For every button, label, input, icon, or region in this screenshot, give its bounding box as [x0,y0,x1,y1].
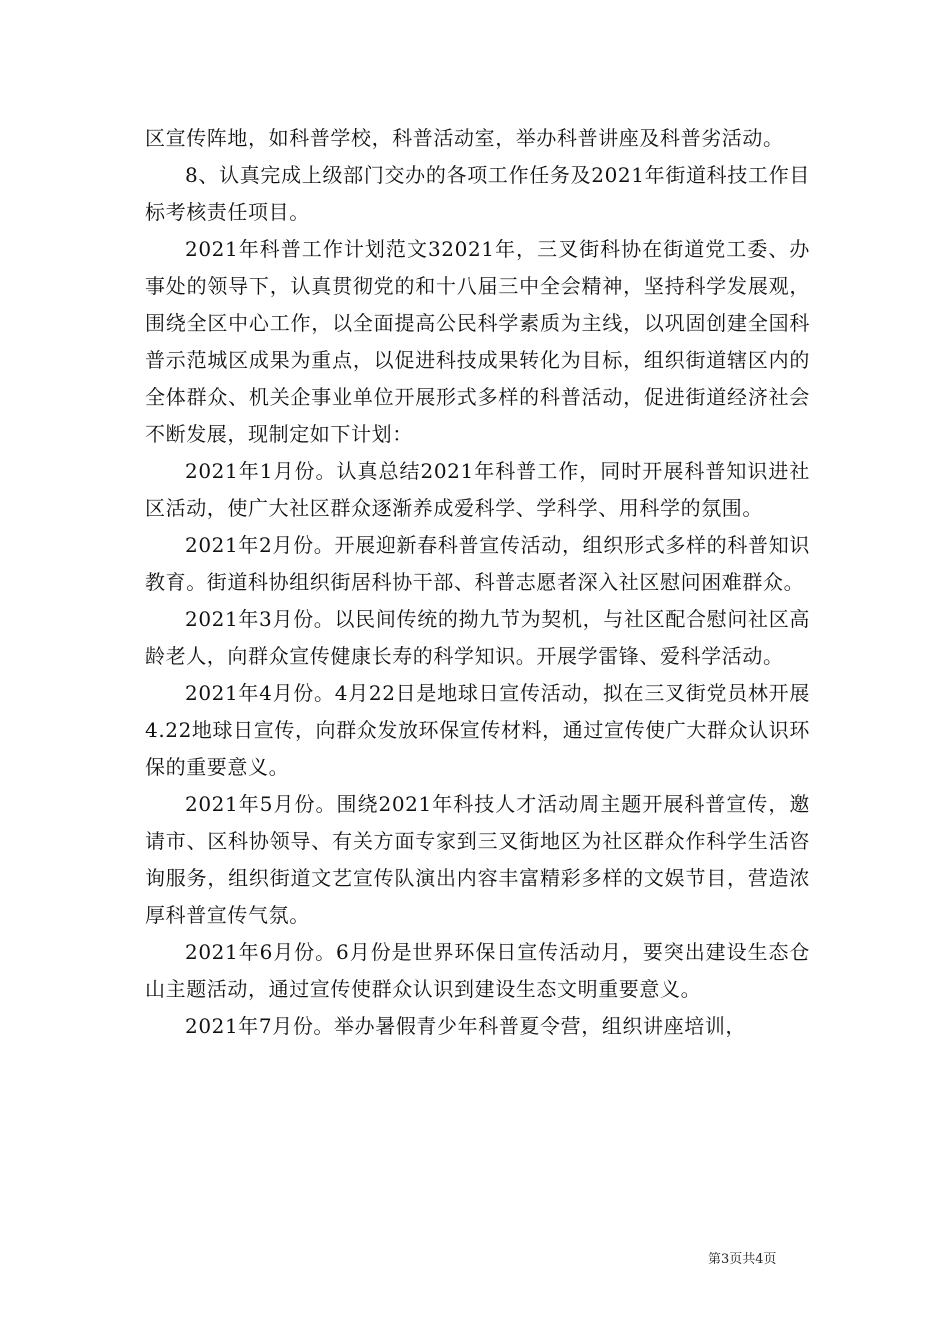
paragraph-april: 2021年4月份。4月22日是地球日宣传活动，拟在三叉街党员林开展4.22地球日宣传，向群众发放环保宣传材料，通过宣传使广大群众认识环保的重要意义。 [145,681,810,779]
paragraph-item-8: 8、认真完成上级部门交办的各项工作任务及2021年街道科技工作目标考核责任项目。 [145,163,810,224]
paragraph-june: 2021年6月份。6月份是世界环保日宣传活动月，要突出建设生态仓山主题活动，通过宣传使群众认识到建设生态文明重要意义。 [145,940,810,1001]
document-body [145,120,810,1045]
page-number: 第3页共4页 [708,1252,777,1267]
paragraph-february: 2021年2月份。开展迎新春科普宣传活动，组织形式多样的科普知识教育。街道科协组织街居科协干部、科普志愿者深入社区慰问困难群众。 [145,533,810,594]
paragraph-january: 2021年1月份。认真总结2021年科普工作，同时开展科普知识进社区活动，使广大社区群众逐渐养成爱科学、学科学、用科学的氛围。 [145,459,810,520]
paragraph-may: 2021年5月份。围绕2021年科技人才活动周主题开展科普宣传，邀请市、区科协领导、有关方面专家到三叉街地区为社区群众作科学生活咨询服务，组织街道文艺宣传队演出内容丰富精彩多样的文娱节目，营造浓厚科普宣传气氛。 [145,792,810,927]
paragraph-march: 2021年3月份。以民间传统的拗九节为契机，与社区配合慰问社区高龄老人，向群众宣传健康长寿的科学知识。开展学雷锋、爱科学活动。 [145,607,810,668]
paragraph-intro: 2021年科普工作计划范文32021年，三叉街科协在街道党工委、办事处的领导下，认真贯彻党的和十八届三中全会精神，坚持科学发展观，围绕全区中心工作，以全面提高公民科学素质为主线，以巩固创建全国科普示范城区成果为重点，以促进科技成果转化为目标，组织街道辖区内的全体群众、机关企事业单位开展形式多样的科普活动，促进街道经济社会不断发展，现制定如下计划： [145,237,810,446]
paragraph-continuation: 区宣传阵地，如科普学校，科普活动室，举办科普讲座及科普劣活动。 [145,126,784,150]
paragraph-july: 2021年7月份。举办暑假青少年科普夏令营，组织讲座培训， [185,1014,747,1038]
